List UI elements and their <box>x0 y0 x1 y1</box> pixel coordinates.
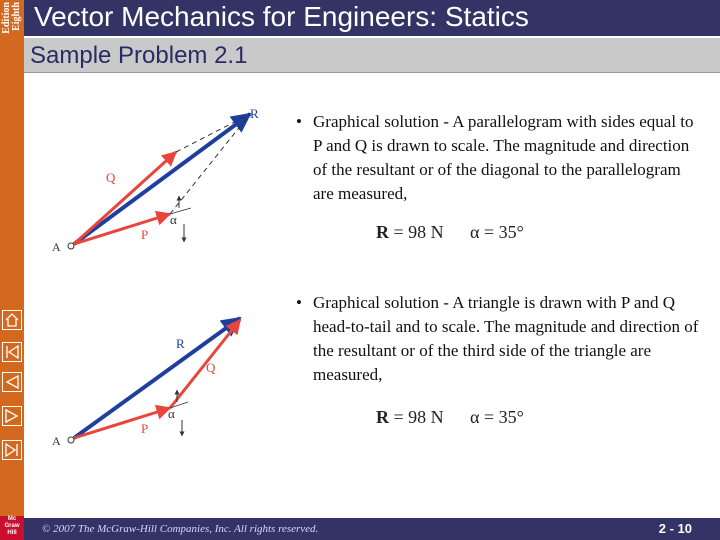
bullet-parallelogram <box>296 110 700 206</box>
bullet-text: Graphical solution - A parallelogram with sides equal to P and Q is drawn to scale. The magnitude and direction of the resultant or of the diagonal to the parallelogram are measured, <box>313 112 694 203</box>
first-slide-icon <box>4 344 20 360</box>
mcgraw-hill-logo: Mc Graw Hill <box>0 516 24 540</box>
parallelogram-figure <box>46 96 278 256</box>
label-p: P <box>141 421 149 436</box>
course-title: Vector Mechanics for Engineers: Statics <box>34 1 529 32</box>
resultant-arrow <box>74 318 240 438</box>
force-q-arrow <box>74 152 176 244</box>
slide-title: Sample Problem 2.1 <box>30 42 248 69</box>
resultant-arrow <box>74 114 250 244</box>
edition-label <box>0 0 24 44</box>
label-p: P <box>141 227 149 242</box>
point-a <box>68 243 74 249</box>
home-icon <box>4 312 20 328</box>
page-number: 2 - 10 <box>658 521 692 536</box>
bullet-triangle <box>296 291 700 387</box>
result-alpha-1: α = 35° <box>470 222 524 242</box>
result-r-1 <box>376 222 444 243</box>
result-r-symbol: R <box>376 222 389 242</box>
first-slide-button[interactable] <box>2 342 22 362</box>
edition-line2: Edition <box>1 2 12 34</box>
force-p-arrow <box>74 408 170 438</box>
sidebar <box>0 0 24 540</box>
home-button[interactable] <box>2 310 22 330</box>
label-alpha: α <box>168 406 175 421</box>
triangle-figure <box>46 308 278 458</box>
point-a <box>68 437 74 443</box>
result-alpha-2: α = 35° <box>470 407 524 427</box>
dashed-side <box>176 114 250 152</box>
bullet-dot: • <box>296 293 302 312</box>
label-alpha: α <box>170 212 177 227</box>
bullet-dot: • <box>296 112 302 131</box>
force-q-arrow <box>170 320 240 408</box>
next-slide-icon <box>4 408 20 424</box>
label-r: R <box>250 106 259 121</box>
slide-title-bar <box>24 38 720 73</box>
previous-slide-button[interactable] <box>2 372 22 392</box>
footer-bar <box>24 518 720 540</box>
label-r: R <box>176 336 185 351</box>
bullet-text: Graphical solution - A triangle is drawn with P and Q head-to-tail and to scale. The magnitude and direction of the resultant or of the third side of the triangle are measured, <box>313 293 699 384</box>
label-a: A <box>52 240 61 254</box>
label-a: A <box>52 434 61 448</box>
copyright-text: © 2007 The McGraw-Hill Companies, Inc. All rights reserved. <box>42 523 319 535</box>
edition-line1: Eighth <box>11 2 22 31</box>
result-r-value: = 98 N <box>389 407 444 427</box>
last-slide-icon <box>4 442 20 458</box>
header-bar <box>24 0 720 36</box>
previous-slide-icon <box>4 374 20 390</box>
next-slide-button[interactable] <box>2 406 22 426</box>
label-q: Q <box>206 360 216 375</box>
result-r-2 <box>376 407 444 428</box>
label-q: Q <box>106 170 116 185</box>
last-slide-button[interactable] <box>2 440 22 460</box>
result-r-value: = 98 N <box>389 222 444 242</box>
result-r-symbol: R <box>376 407 389 427</box>
